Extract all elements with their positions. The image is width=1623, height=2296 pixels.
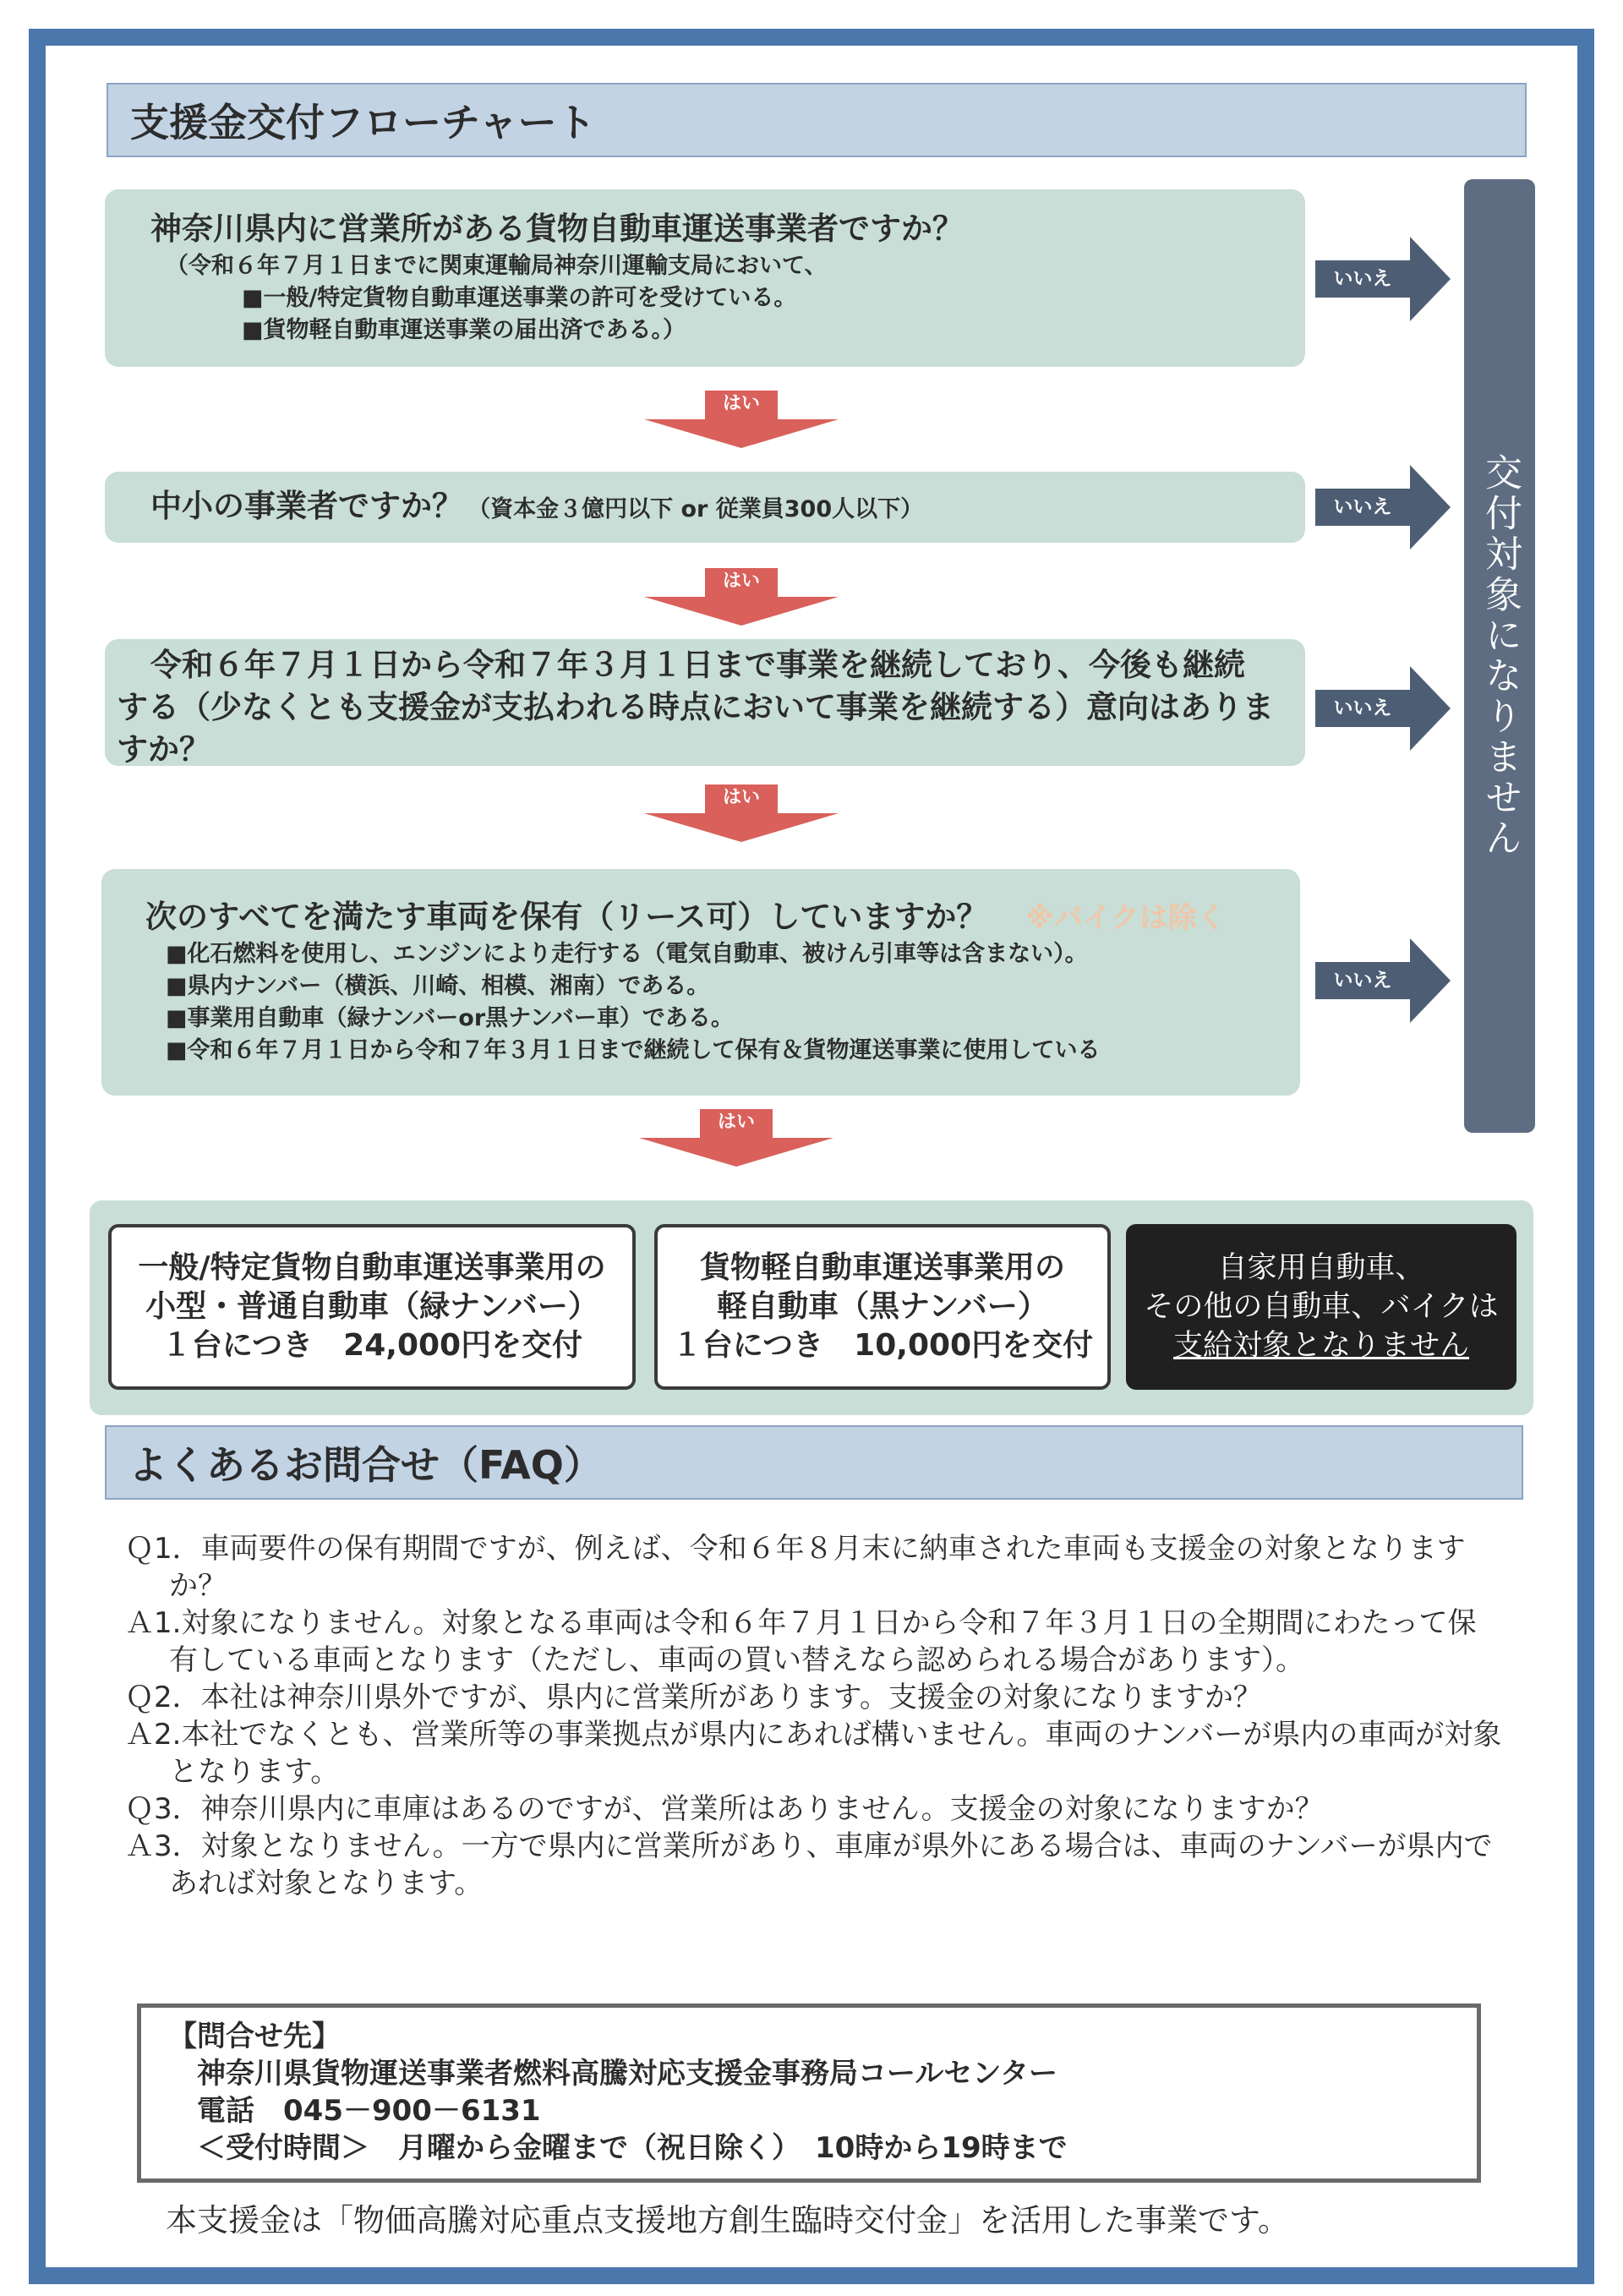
question-4-note: ※バイクは除く — [1025, 901, 1226, 935]
contact-name: 神奈川県貨物運送事業者燃料高騰対応支援金事務局コールセンター — [197, 2057, 1057, 2091]
faq-item: Ｑ1．車両要件の保有期間ですが、例えば、令和６年８月末に納車された車両も支援金の対象となりますか？ — [125, 1532, 1466, 1603]
question-4-bullet1: ■化石燃料を使用し、エンジンにより走行する（電気自動車、被けん引車等は含まない）。 — [166, 941, 1088, 967]
no-arrow-4 — [1315, 938, 1451, 1023]
yes-arrow-4 — [639, 1109, 833, 1165]
result-1-line1: 一般/特定貨物自動車運送事業用の — [138, 1250, 606, 1285]
question-2-text: 中小の事業者ですか？ — [150, 488, 463, 524]
yes-label: はい — [705, 568, 778, 597]
question-4-bullet4: ■令和６年７月１日から令和７年３月１日まで継続して保有＆貨物運送事業に使用している — [166, 1037, 1101, 1063]
no-arrow-3 — [1315, 666, 1451, 751]
faq-item: Ａ1.対象になりません。対象となる車両は令和６年７月１日から令和７年３月１日の全期間にわたって保有している車両となります（ただし、車両の買い替えなら認められる場合があります）。 — [125, 1606, 1477, 1677]
question-1-sub2: ■一般/特定貨物自動車運送事業の許可を受けている。 — [242, 285, 797, 311]
yes-arrow-1 — [644, 391, 839, 446]
no-label: いいえ — [1315, 489, 1410, 526]
result-not-eligible — [1126, 1224, 1516, 1390]
yes-label: はい — [700, 1109, 773, 1138]
faq-item: Ｑ2．本社は神奈川県外ですが、県内に営業所があります。支援金の対象になりますか？ — [125, 1681, 1262, 1714]
question-1-box — [105, 189, 1305, 367]
question-4-bullet2: ■県内ナンバー（横浜、川崎、相模、湘南）である。 — [166, 973, 710, 999]
no-arrow-1 — [1315, 237, 1451, 321]
yes-label: はい — [705, 391, 778, 419]
result-3-line3: 支給対象となりません — [1172, 1329, 1469, 1363]
result-1-line3: １台につき 24,000円を交付 — [161, 1328, 583, 1363]
no-label: いいえ — [1315, 260, 1410, 298]
result-2-line1: 貨物軽自動車運送事業用の — [699, 1250, 1065, 1285]
not-eligible-bar — [1464, 179, 1535, 1133]
result-standard-vehicle — [108, 1224, 636, 1390]
footer-note: 本支援金は「物価高騰対応重点支援地方創生臨時交付金」を活用した事業です。 — [166, 2202, 1290, 2239]
question-3-line3: すか？ — [117, 731, 210, 768]
question-2-box — [105, 472, 1305, 543]
question-3-line1: 令和６年７月１日から令和７年３月１日まで事業を継続しており、今後も継続 — [150, 647, 1245, 683]
not-eligible-text: 交付対象になりません — [1478, 453, 1522, 859]
faq-title: よくあるお問合せ（FAQ） — [105, 1425, 1523, 1500]
faq-item: Ａ3．対象となりません。一方で県内に営業所があり、車庫が県外にある場合は、車両のナンバーが県内であれば対象となります。 — [125, 1829, 1493, 1900]
yes-label: はい — [705, 784, 778, 813]
yes-arrow-2 — [644, 568, 839, 624]
no-label: いいえ — [1315, 962, 1410, 999]
result-2-line3: １台につき 10,000円を交付 — [671, 1328, 1094, 1363]
faq-item: Ａ2.本社でなくとも、営業所等の事業拠点が県内にあれば構いません。車両のナンバーが県内の車両が対象となります。 — [125, 1718, 1502, 1789]
contact-phone: 電話 045－900－6131 — [197, 2094, 541, 2128]
contact-heading: 【問合せ先】 — [168, 2020, 341, 2053]
question-2-note: （資本金３億円以下 or 従業員300人以下） — [467, 496, 924, 522]
question-4-bullet3: ■事業用自動車（緑ナンバーor黒ナンバー車）である。 — [166, 1005, 734, 1031]
question-1-sub3: ■貨物軽自動車運送事業の届出済である。） — [242, 317, 686, 343]
question-3-box — [105, 639, 1305, 766]
question-1-sub1: （令和６年７月１日までに関東運輸局神奈川運輸支局において、 — [166, 253, 828, 279]
result-3-line1: 自家用自動車、 — [1217, 1251, 1425, 1285]
faq-item: Ｑ3．神奈川県内に車庫はあるのですが、営業所はありません。支援金の対象になりますか？ — [125, 1792, 1324, 1826]
result-kei-vehicle — [654, 1224, 1111, 1390]
faq-list — [125, 1530, 1503, 1902]
flowchart-title: 支援金交付フローチャート — [107, 83, 1527, 157]
question-4-box — [101, 869, 1300, 1096]
question-4-text: 次のすべてを満たす車両を保有（リース可）していますか？ — [145, 899, 988, 935]
question-1-text: 神奈川県内に営業所がある貨物自動車運送事業者ですか？ — [150, 210, 964, 247]
result-1-line2: 小型・普通自動車（緑ナンバー） — [145, 1289, 598, 1324]
result-2-line2: 軽自動車（黒ナンバー） — [717, 1289, 1048, 1324]
contact-box — [137, 2004, 1481, 2183]
result-3-line2: その他の自動車、バイクは — [1144, 1290, 1499, 1324]
result-area — [90, 1200, 1533, 1415]
yes-arrow-3 — [644, 784, 839, 840]
question-3-line2: する（少なくとも支援金が支払われる時点において事業を継続する）意向はありま — [117, 689, 1274, 725]
no-arrow-2 — [1315, 465, 1451, 549]
no-label: いいえ — [1315, 690, 1410, 727]
contact-hours: ＜受付時間＞ 月曜から金曜まで（祝日除く） 10時から19時まで — [197, 2131, 1068, 2165]
